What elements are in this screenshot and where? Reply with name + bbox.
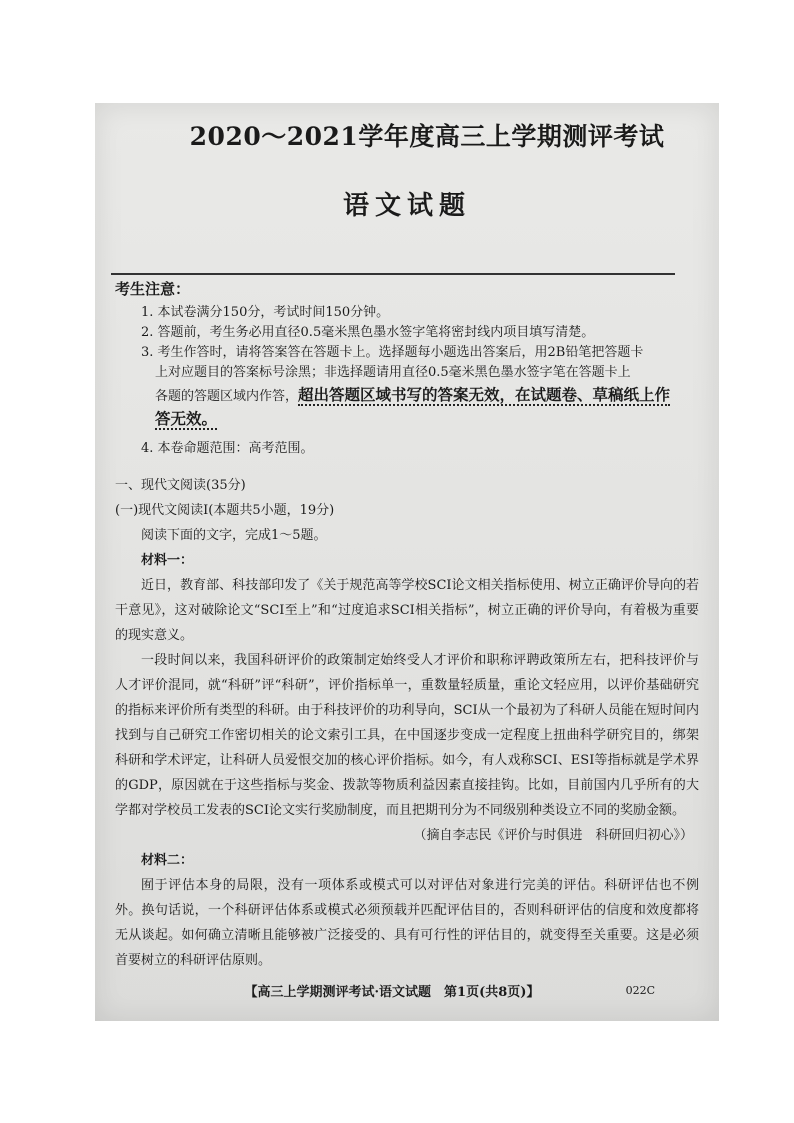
exam-title: 2020～2021学年度高三上学期测评考试 <box>189 122 665 151</box>
invalid-answer-warning: 超出答题区域书写的答案无效，在试题卷、草稿纸上作 <box>298 386 671 404</box>
notice-item-3-line-3 <box>141 383 700 407</box>
notice-item-3-plain: 各题的答题区域内作答， <box>155 389 299 404</box>
material-1-paragraph-2: 一段时间以来，我国科研评价的政策制定始终受人才评价和职称评聘政策所左右，把科技评价与人才评价混同，就“科研”评“科研”，评价指标单一，重数量轻质量，重论文轻应用，以评价基础研究的指标来评价所有类型的科研。由于科技评价的功利导向，SCI从一个最初为了科研人员能在短时间内找到与自己研究工作密切相关的论文索引工具，在中国逐步变成一定程度上扭曲科学研究目的，绑架科研和学术评定，让科研人员爱恨交加的核心评价指标。如今，有人戏称SCI、ESI等指标就是学术界的GDP，原因就在于这些指标与奖金、拨款等物质利益因素直接挂钩。比如，目前国内几乎所有的大学都对学校员工发表的SCI论文实行奖励制度，而且把期刊分为不同级别种类设立不同的奖励金额。 <box>115 653 699 818</box>
header-divider <box>111 273 675 275</box>
notice-item-1: 1. 本试卷满分150分，考试时间150分钟。 <box>141 305 390 320</box>
subsection-heading: (一)现代文阅读Ⅰ(本题共5小题，19分) <box>115 503 335 518</box>
reading-instruction: 阅读下面的文字，完成1～5题。 <box>141 528 327 543</box>
material-1-paragraph-1: 近日，教育部、科技部印发了《关于规范高等学校SCI论文相关指标使用、树立正确评价导向的若干意见》，这对破除论文“SCI至上”和“过度追求SCI相关指标”，树立正确的评价导向，有着极为重要的现实意义。 <box>115 578 699 643</box>
exam-sheet <box>95 103 719 1021</box>
reading-section <box>115 473 699 973</box>
notice-item-4: 4. 本卷命题范围：高考范围。 <box>141 441 314 456</box>
notice-item-3-line-2: 上对应题目的答案标号涂黑；非选择题请用直径0.5毫米黑色墨水签字笔在答题卡上 <box>155 365 631 380</box>
paper-code: 022C <box>625 984 655 997</box>
section-heading: 一、现代文阅读(35分) <box>115 478 246 493</box>
material-2-label: 材料二： <box>141 853 194 868</box>
material-2-paragraph-1: 囿于评估本身的局限，没有一项体系或模式可以对评估对象进行完美的评估。科研评估也不例外。换句话说，一个科研评估体系或模式必须预载并匹配评估目的，否则科研评估的信度和效度都将无从谈起。如何确立清晰且能够被广泛接受的、具有可行性的评估目的，就变得至关重要。这是必须首要树立的科研评估原则。 <box>115 878 699 968</box>
material-1-source: （摘自李志民《评价与时俱进 科研回归初心》） <box>413 828 693 843</box>
invalid-answer-warning-tail: 答无效。 <box>155 410 218 428</box>
notice-item-3 <box>115 343 700 431</box>
notice-item-2: 2. 答题前，考生务必用直径0.5毫米黑色墨水签字笔将密封线内项目填写清楚。 <box>141 325 595 340</box>
invalid-answer-warning-end <box>141 407 700 431</box>
page-footer: 【高三上学期测评考试·语文试题 第1页(共8页)】 <box>244 985 540 1000</box>
notice-title: 考生注意： <box>115 280 191 298</box>
subject-title: 语文试题 <box>342 191 471 221</box>
material-1-label: 材料一： <box>141 553 194 568</box>
notice-item-3-line-1: 3. 考生作答时，请将答案答在答题卡上。选择题每小题选出答案后，用2B铅笔把答题卡 <box>141 345 644 360</box>
notice-block <box>115 278 700 459</box>
